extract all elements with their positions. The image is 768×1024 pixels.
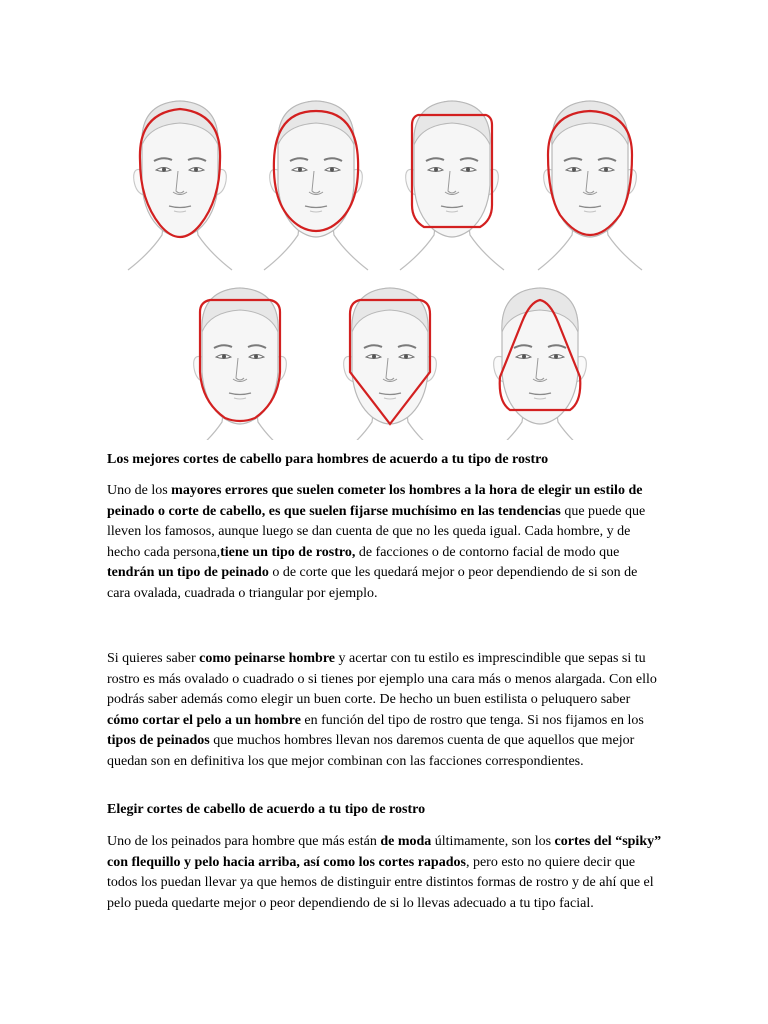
bold-span: cómo cortar el pelo a un hombre (107, 712, 301, 728)
text-span: o de corte que les quedará mejor o peor dependiendo de si son de cara ovalada, cuadrada o triangular por ejemplo. (107, 565, 638, 601)
bold-span: mayores errores que suelen cometer los hombres a la hora de elegir un estilo de peinado o corte de cabello, es que suelen fijarse muchísimo en las tendencias (107, 483, 643, 519)
text-span: en función del tipo de rostro que tenga. Si nos fijamos en los (300, 712, 644, 728)
face-shapes-illustration (0, 0, 768, 440)
text-span: de facciones o de contorno facial de modo que (355, 544, 620, 560)
face-diamond (338, 288, 442, 440)
face-round (264, 101, 368, 270)
face-oval (128, 101, 232, 270)
text-span: y acertar con tu estilo es imprescindible que sepas si tu rostro es más ovalado o cuadrado o si tienes por ejemplo una cara más o menos alargada. Con ello podrás saber además como elegir un buen corte. De hecho un buen estilista o peluquero saber (107, 651, 657, 708)
text-span: últimamente, son los (431, 834, 555, 849)
bold-span: de moda (380, 834, 432, 849)
bold-span: tiene un tipo de rostro, (220, 544, 356, 560)
text-span: , pero esto no quiere decir que todos los puedan llevar ya que hemos de distinguir entre distintos formas de rostro y de ahí que el pelo pueda quedarte mejor o peor dependiendo de si lo llevas adecuado a tu tipo facial. (107, 854, 654, 911)
face-oblong (188, 288, 292, 440)
bold-span: cortes del “spiky” con flequillo y pelo hacia arriba, así como los cortes rapados (107, 834, 662, 870)
bold-span: tipos de peinados (107, 733, 210, 749)
text-span: que puede que lleven los famosos, aunque luego se dan cuenta de que no les queda igual. Cada hombre, y de hecho cada persona, (107, 503, 646, 560)
text-span: que muchos hombres llevan nos daremos cuenta de que aquellos que mejor quedan son en definitiva los que mejor combinan con las facciones correspondientes. (107, 733, 635, 769)
bold-span: tendrán un tipo de peinado (107, 565, 269, 581)
paragraph-intro (107, 481, 662, 605)
bold-span: como peinarse hombre (199, 651, 335, 666)
text-span: Uno de los peinados para hombre que más están (107, 834, 381, 849)
face-triangular (488, 288, 592, 440)
section-heading: Elegir cortes de cabello de acuerdo a tu tipo de rostro (107, 802, 426, 817)
paragraph-moda (107, 832, 662, 914)
text-span: Uno de los (107, 483, 172, 498)
text-span: Si quieres saber (107, 651, 200, 666)
face-square (400, 101, 504, 270)
face-shapes-svg (0, 0, 768, 440)
face-rectangular (538, 101, 642, 270)
paragraph-peinarse (107, 649, 662, 773)
article-heading: Los mejores cortes de cabello para hombres de acuerdo a tu tipo de rostro (107, 452, 549, 467)
